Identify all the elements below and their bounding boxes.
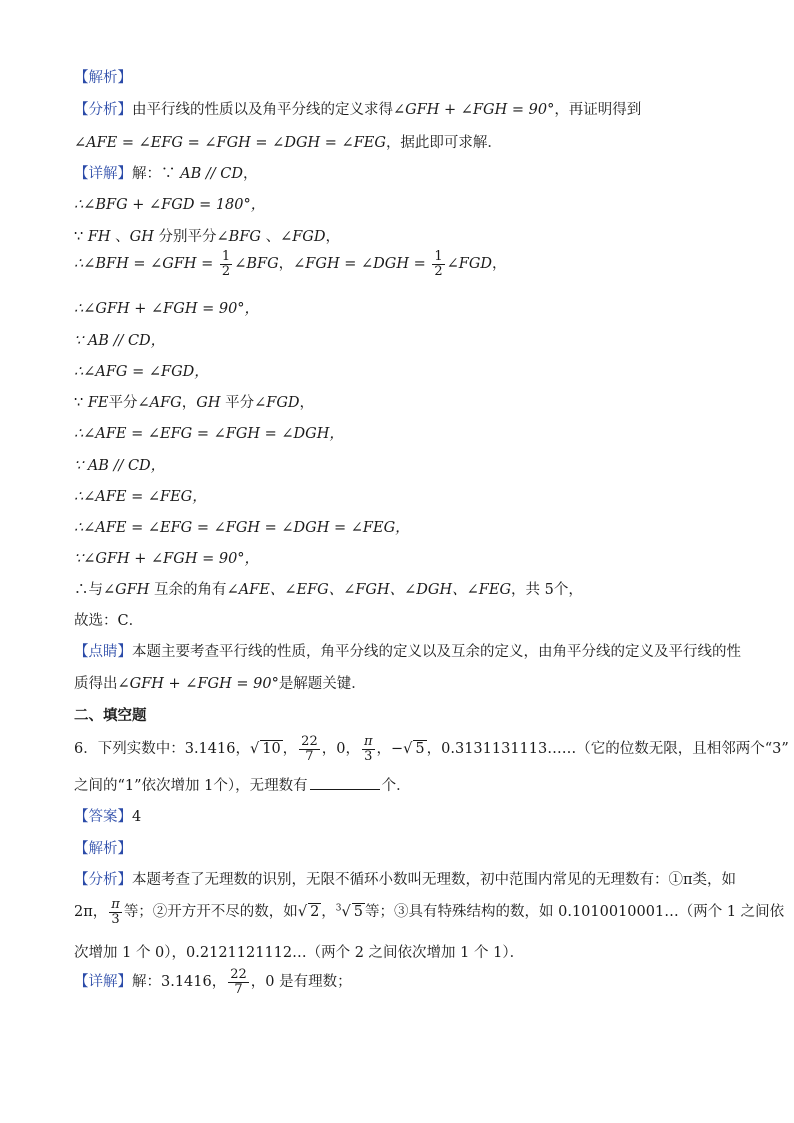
fraction-pi-3-b: $\frac{\pi}{3}$ (111, 897, 120, 927)
analysis-label: 【解析】 (74, 70, 132, 86)
analysis-label-2: 【解析】 (74, 841, 132, 857)
analysis-line-1: 【分析】由平行线的性质以及角平分线的定义求得∠GFH + ∠FGH = 90°，再证明得到 (74, 102, 642, 118)
step-14: 故选：C． (74, 613, 144, 629)
answer-line: 【答案】4 (74, 809, 142, 825)
detail-line: 【详解】解：∵ AB // CD， (74, 166, 258, 182)
analysis2-line-2: 2π， $\frac{\pi}{3}$ 等；②开方开不尽的数，如√ 2 ，$^3$√ 5 等；③具有特殊结构的数，如 0.1010010001…（两个 1 之间依 (74, 897, 785, 927)
step-9: ∵ AB // CD， (74, 458, 166, 474)
analysis2-line-3: 次增加 1 个 0），0.2121121112…（两个 2 之间依次增加 1 个 1）． (74, 945, 525, 961)
step-3: ∴∠BFH = ∠GFH = $\frac{1}{2}$ ∠BFG，∠FGH = ∠DGH = $\frac{1}{2}$ ∠FGD， (74, 249, 507, 279)
answer-blank (310, 789, 380, 790)
step-11: ∴∠AFE = ∠EFG = ∠FGH = ∠DGH = ∠FEG， (74, 520, 410, 536)
fraction-pi-3: $\frac{\pi}{3}$ (363, 734, 373, 764)
step-6: ∴∠AFG = ∠FGD， (74, 364, 209, 380)
analysis-line-2: ∠AFE = ∠EFG = ∠FGH = ∠DGH = ∠FEG，据此即可求解． (74, 135, 502, 151)
detail2-line: 【详解】解：3.1416， $\frac{22}{7}$ ，0 是有理数； (74, 967, 352, 997)
step-8: ∴∠AFE = ∠EFG = ∠FGH = ∠DGH， (74, 426, 344, 442)
fraction-half-2: $\frac{1}{2}$ (434, 249, 443, 279)
section-title: 二、填空题 (74, 707, 147, 724)
step-2: ∵ FH 、GH 分别平分∠BFG 、∠FGD， (74, 229, 340, 245)
step-13: ∴与∠GFH 互余的角有∠AFE、∠EFG、∠FGH、∠DGH、∠FEG，共 5个， (74, 582, 583, 598)
step-12: ∵∠GFH + ∠FGH = 90°， (74, 551, 260, 567)
fraction-22-7: $\frac{22}{7}$ (301, 734, 318, 764)
step-4: ∴∠GFH + ∠FGH = 90°， (74, 301, 260, 317)
fraction-half: $\frac{1}{2}$ (221, 249, 231, 279)
step-5: ∵ AB // CD， (74, 333, 166, 349)
step-7: ∵ FE平分∠AFG，GH 平分∠FGD， (74, 395, 315, 411)
step-1: ∴∠BFG + ∠FGD = 180°， (74, 197, 266, 213)
step-10: ∴∠AFE = ∠FEG， (74, 489, 207, 505)
fraction-22-7-b: $\frac{22}{7}$ (230, 967, 247, 997)
analysis2-line-1: 【分析】本题考查了无理数的识别，无限不循环小数叫无理数，初中范围内常见的无理数有：①π类，如 (74, 872, 737, 888)
comment-line-2: 质得出∠GFH + ∠FGH = 90°是解题关键． (74, 676, 366, 692)
question-6-line-1: 6．下列实数中：3.1416，√ 10 ， $\frac{22}{7}$ ，0， $\frac{\pi}{3}$ ，−√ 5 ，0.3131131113……（它的位数无限，且相邻两个“3” (74, 734, 789, 764)
comment-line-1: 【点睛】本题主要考查平行线的性质，角平分线的定义以及互余的定义，由角平分线的定义及平行线的性 (74, 644, 741, 660)
question-6-line-2: 之间的“1”依次增加 1个），无理数有 个． (74, 778, 411, 794)
